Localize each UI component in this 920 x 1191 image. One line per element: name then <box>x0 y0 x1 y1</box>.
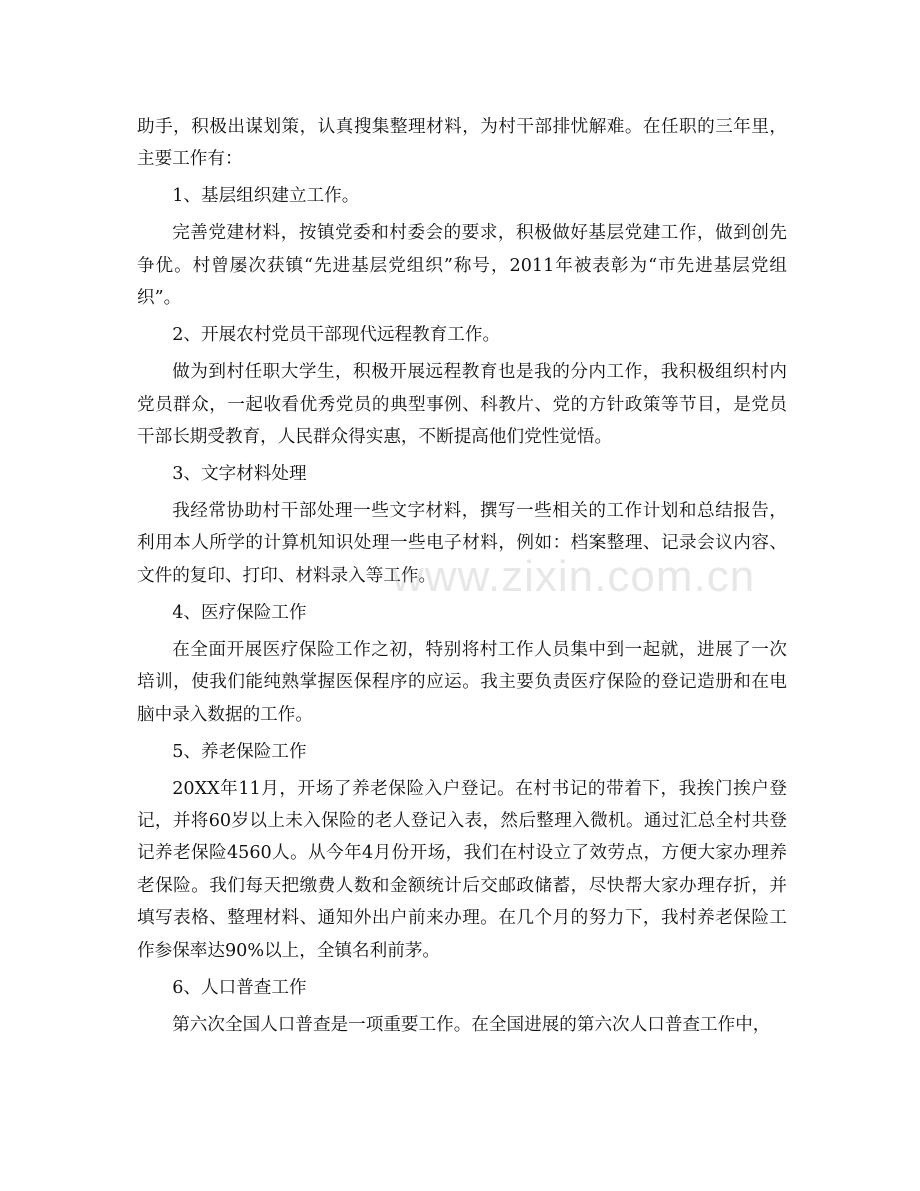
body-paragraph: 20XX年11月，开场了养老保险入户登记。在村书记的带着下，我挨门挨户登记，并将60岁以上未入保险的老人登记入表，然后整理入微机。通过汇总全村共登记养老保险4560人。从今年4月份开场，我们在村设立了效劳点，方便大家办理养老保险。我们每天把缴费人数和金额统计后交邮政储蓄，尽快帮大家办理存折，并填写表格、整理材料、通知外出户前来办理。在几个月的努力下，我村养老保险工作参保率达90%以上，全镇名利前茅。 <box>137 778 787 961</box>
body-paragraph: 在全面开展医疗保险工作之初，特别将村工作人员集中到一起就，进展了一次培训，使我们能纯熟掌握医保程序的应运。我主要负责医疗保险的登记造册和在电脑中录入数据的工作。 <box>137 639 787 725</box>
section-heading: 5、养老保险工作 <box>172 741 307 762</box>
section-heading: 3、文字材料处理 <box>172 464 307 485</box>
section-heading: 2、开展农村党员干部现代远程教育工作。 <box>172 325 501 346</box>
section-heading: 1、基层组织建立工作。 <box>172 186 360 207</box>
section-heading: 6、人口普查工作 <box>172 977 307 998</box>
body-paragraph: 助手，积极出谋划策，认真搜集整理材料，为村干部排忧解难。在任职的三年里，主要工作有： <box>137 117 787 170</box>
body-paragraph: 完善党建材料，按镇党委和村委会的要求，积极做好基层党建工作，做到创先争优。村曾屡次获镇“先进基层党组织”称号，2011年被表彰为“市先进基层党组织”。 <box>137 223 787 309</box>
watermark: www.zixin.com.cn <box>392 552 756 601</box>
body-paragraph: 第六次全国人口普查是一项重要工作。在全国进展的第六次人口普查工作中， <box>172 1014 771 1035</box>
section-heading: 4、医疗保险工作 <box>172 602 307 623</box>
body-paragraph: 做为到村任职大学生，积极开展远程教育也是我的分内工作，我积极组织村内党员群众，一起收看优秀党员的典型事例、科教片、党的方针政策等节目，是党员干部长期受教育，人民群众得实惠，不断提高他们党性觉悟。 <box>137 362 787 448</box>
body-paragraph: 我经常协助村干部处理一些文字材料，撰写一些相关的工作计划和总结报告，利用本人所学的计算机知识处理一些电子材料，例如：档案整理、记录会议内容、文件的复印、打印、材料录入等工作。 <box>137 501 787 586</box>
